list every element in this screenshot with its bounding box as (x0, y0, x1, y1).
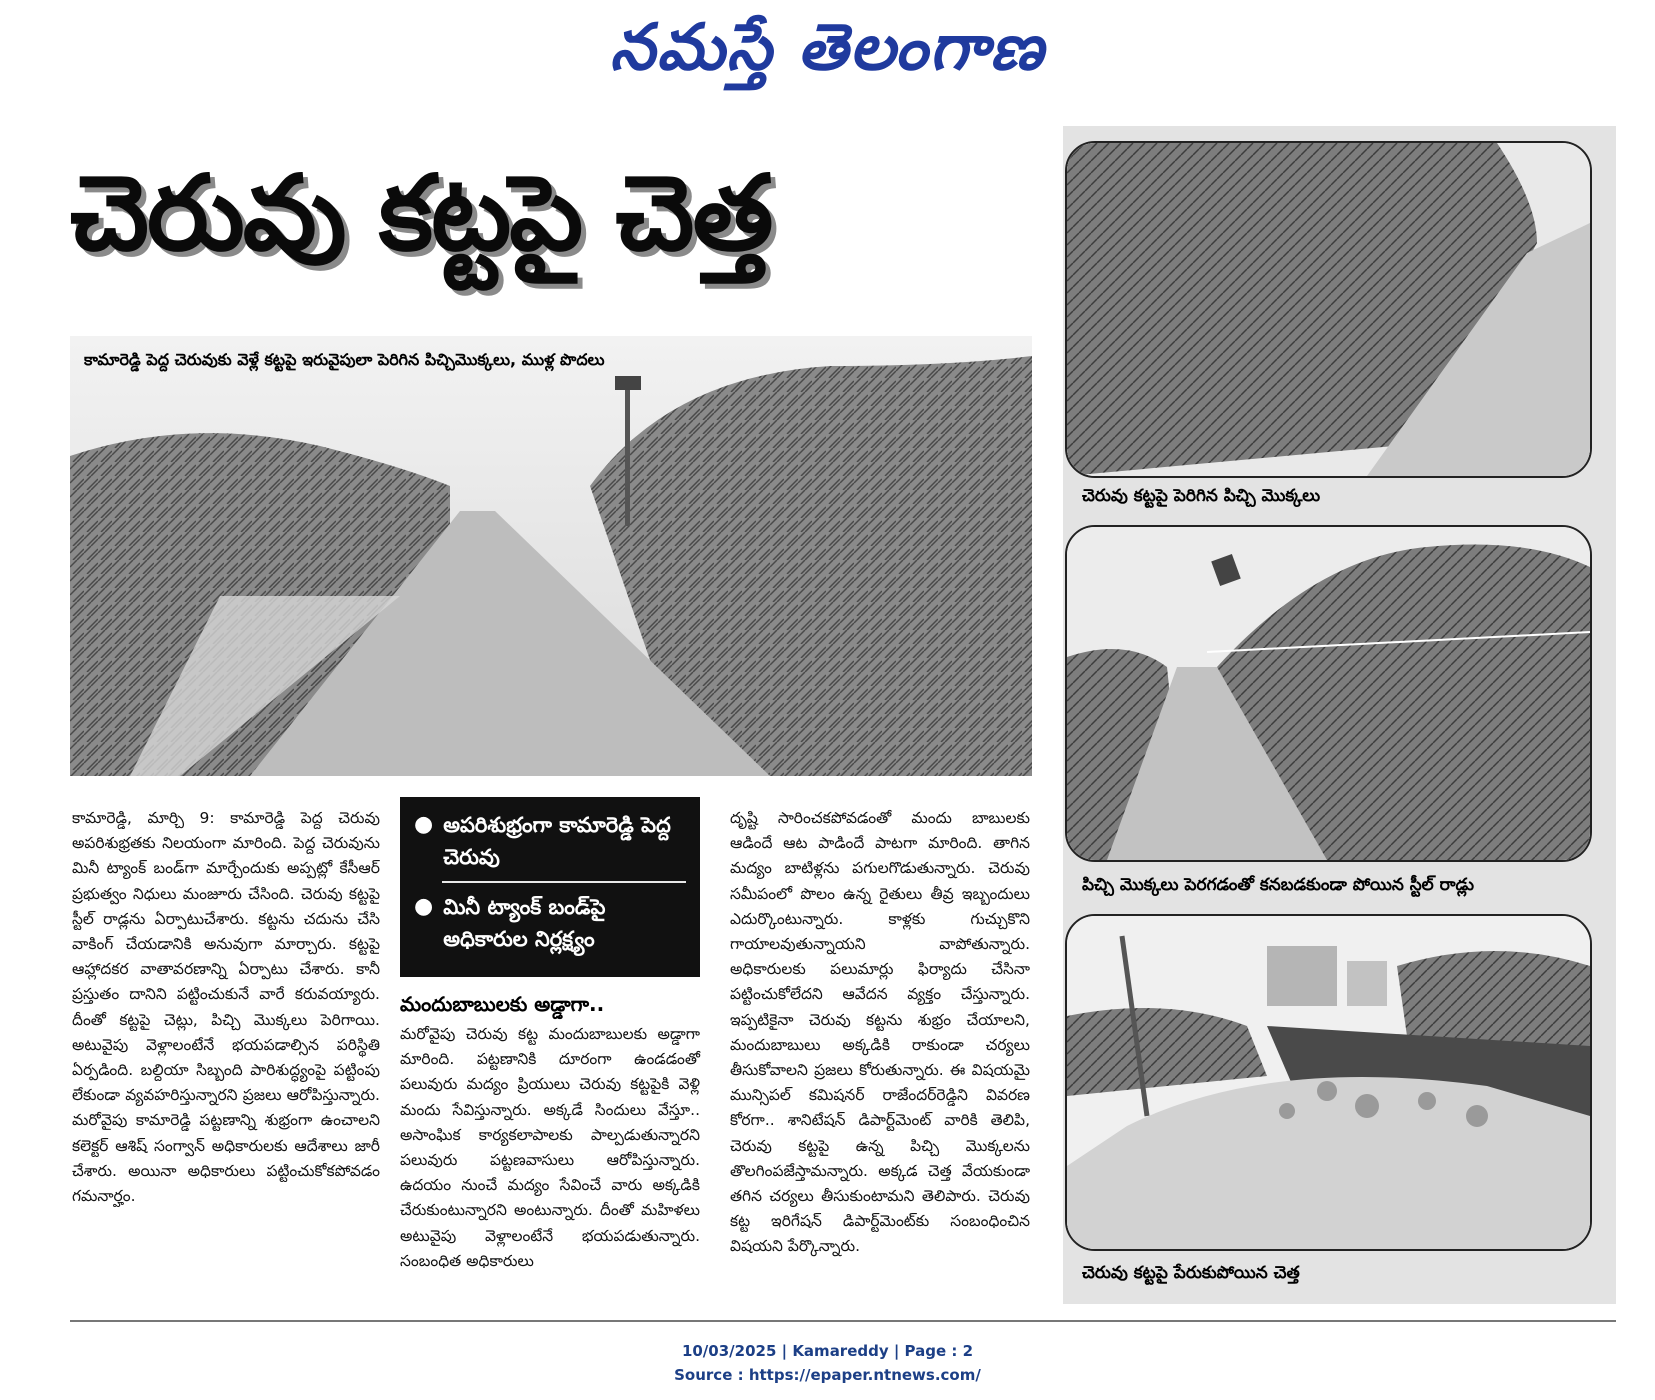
subheading: మందుబాబులకు అడ్డాగా.. (400, 992, 605, 1016)
bullet-icon: ● (414, 812, 434, 837)
article-column-1 (72, 806, 380, 1209)
side-photo-3-image (1067, 916, 1590, 1249)
side-photo-2-caption: పిచ్చి మొక్కలు పెరగడంతో కనబడకుండా పోయిన స్టీల్ రాడ్లు (1082, 875, 1475, 895)
side-photo-1-image (1067, 143, 1590, 476)
highlight-text: అపరిశుభ్రంగా కామారెడ్డి పెద్ద చెరువు (443, 813, 671, 869)
article-paragraph: కామారెడ్డి, మార్చి 9: కామారెడ్డి పెద్ద చెరువు అపరిశుభ్రతకు నిలయంగా మారింది. పెద్ద చెరువును మినీ ట్యాంక్ బండ్‌గా మార్చేందుకు అప్పట్లో కేసీఆర్ ప్రభుత్వం నిధులు మంజూరు చేసింది. చెరువు కట్టపై స్టీల్ రాడ్లను ఏర్పాటుచేశారు. కట్టను చదును చేసి వాకింగ్ చేయడానికి అనువుగా మార్చారు. కట్టపై ఆహ్లాదకర వాతావరణాన్ని ఏర్పాటు చేశారు. కానీ ప్రస్తుతం దానిని పట్టించుకునే వారే కరువయ్యారు. దీంతో కట్టపై చెట్లు, పిచ్చి మొక్కలు పెరిగాయి. అటువైపు వెళ్లాలంటేనే భయపడాల్సిన పరిస్థితి ఏర్పడింది. బల్దియా సిబ్బంది పారిశుద్ధ్యంపై పట్టింపు లేకుండా వ్యవహరిస్తున్నారని ప్రజలు ఆరోపిస్తున్నారు. మరోవైపు కామారెడ్డి పట్టణాన్ని శుభ్రంగా ఉంచాలని కలెక్టర్ ఆశిష్ సంగ్వాన్ అధికారులకు ఆదేశాలు జారీ చేశారు. అయినా అధికారులు పట్టించుకోకపోవడం గమనార్హం. (72, 809, 380, 1206)
side-photo-1 (1065, 141, 1592, 478)
footer-rule (70, 1320, 1616, 1322)
main-photo-image (70, 336, 1032, 776)
footer-dateline: 10/03/2025 | Kamareddy | Page : 2 (681, 1342, 974, 1360)
masthead: నమస్తే తెలంగాణ (609, 10, 1046, 85)
side-photo-3-caption: చెరువు కట్టపై పేరుకుపోయిన చెత్త (1082, 1263, 1300, 1283)
side-photo-2-image (1067, 527, 1590, 860)
main-photo-caption: కామారెడ్డి పెద్ద చెరువుకు వెళ్లే కట్టపై ఇరువైపులా పెరిగిన పిచ్చిమొక్కలు, ముళ్ల పొదలు (84, 350, 605, 369)
footer-source: Source : https://epaper.ntnews.com/ (674, 1366, 981, 1384)
side-photo-1-caption: చెరువు కట్టపై పెరిగిన పిచ్చి మొక్కలు (1082, 486, 1321, 506)
article-column-2 (400, 1022, 700, 1274)
highlight-item (414, 809, 686, 873)
side-photo-3 (1065, 914, 1592, 1251)
headline: చెరువు కట్టపై చెత్త (70, 152, 772, 274)
article-paragraph: మరోవైపు చెరువు కట్ట మందుబాబులకు అడ్డాగా మారింది. పట్టణానికి దూరంగా ఉండడంతో పలువురు మద్యం ప్రియులు చెరువు కట్టపైకి వెళ్లి మందు సేవిస్తున్నారు. అక్కడే సిందులు వేస్తూ.. అసాంఘిక కార్యకలాపాలకు పాల్పడుతున్నారని పలువురు పట్టణవాసులు ఆరోపిస్తున్నారు. ఉదయం నుంచే మద్యం సేవించే వారు అక్కడికి చేరుకుంటున్నారని అంటున్నారు. దీంతో మహిళలు అటువైపు వెళ్లాలంటేనే భయపడుతున్నారు. సంబంధిత అధికారులు (400, 1025, 700, 1270)
highlight-text: మినీ ట్యాంక్ బండ్‌పై అధికారుల నిర్లక్ష్యం (443, 895, 606, 951)
highlight-item (414, 891, 686, 955)
bullet-icon: ● (414, 894, 434, 919)
article-column-3 (730, 806, 1030, 1260)
article-paragraph: దృష్టి సారించకపోవడంతో మందు బాబులకు ఆడిందే ఆట పాడిందే పాటగా మారింది. తాగిన మద్యం బాటిళ్లను పగులగొడుతున్నారు. చెరువు సమీపంలో పొలం ఉన్న రైతులు తీవ్ర ఇబ్బందులు ఎదుర్కొంటున్నారు. కాళ్లకు గుచ్చుకొని గాయాలవుతున్నాయని వాపోతున్నారు. అధికారులకు పలుమార్లు ఫిర్యాదు చేసినా పట్టించుకోలేదని ఆవేదన వ్యక్తం చేస్తున్నారు. ఇప్పటికైనా చెరువు కట్టను శుభ్రం చేయాలని, మందుబాబులు అక్కడికి రాకుండా చర్యలు తీసుకోవాలని ప్రజలు కోరుతున్నారు. ఈ విషయమై మున్సిపల్ కమిషనర్ రాజేందర్‌రెడ్డిని వివరణ కోరగా.. శానిటేషన్ డిపార్ట్‌మెంట్ వారికి తెలిపి, చెరువు కట్టపై ఉన్న పిచ్చి మొక్కలను తొలగింపజేస్తామన్నారు. అక్కడ చెత్త వేయకుండా తగిన చర్యలు తీసుకుంటామని తెలిపారు. చెరువు కట్ట ఇరిగేషన్ డిపార్ట్‌మెంట్‌కు సంబంధించిన విషయని పేర్కొన్నారు. (730, 809, 1030, 1256)
highlight-divider (442, 881, 686, 883)
highlights-box (400, 797, 700, 977)
main-photo (70, 336, 1032, 776)
side-photo-2 (1065, 525, 1592, 862)
